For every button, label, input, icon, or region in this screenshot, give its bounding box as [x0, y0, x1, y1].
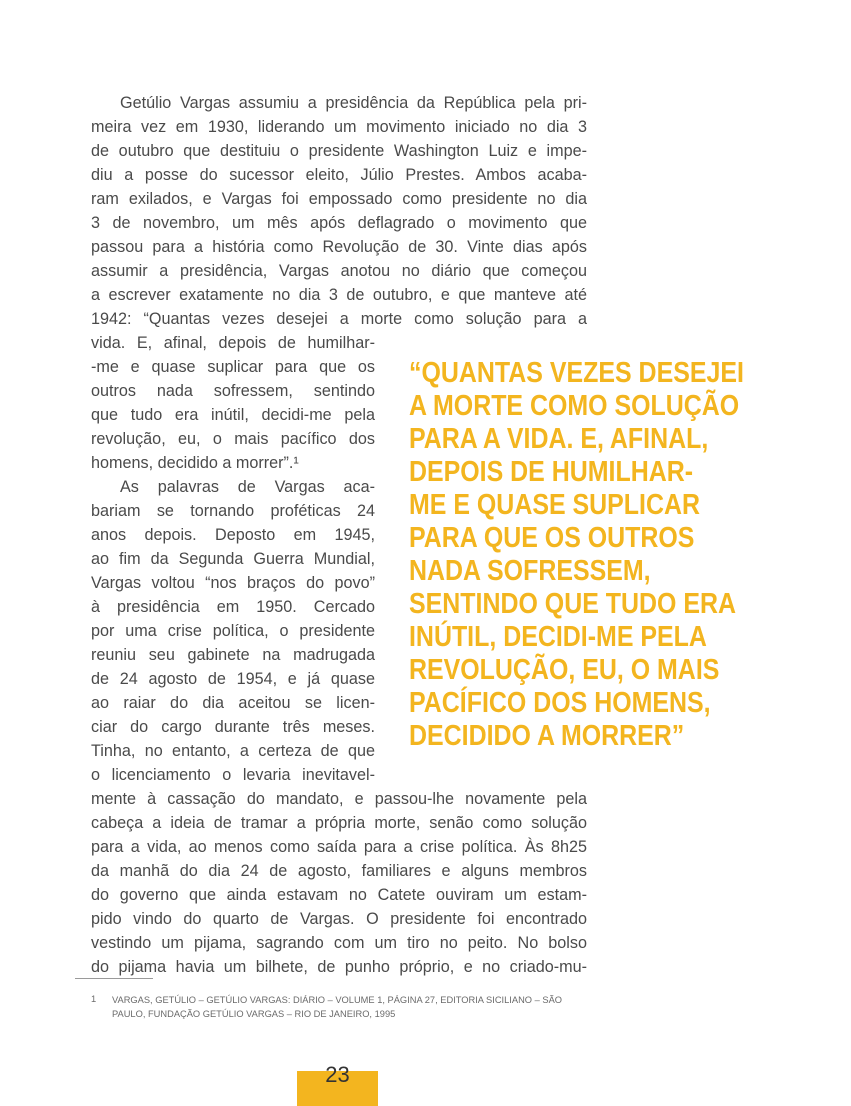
paragraph-line: bariam se tornando proféticas 24 [91, 502, 375, 520]
paragraph-line: As palavras de Vargas aca- [120, 478, 375, 496]
paragraph-line: -me e quase suplicar para que os [91, 358, 375, 376]
paragraph-line: ciar do cargo durante três meses. [91, 718, 375, 736]
footnote-text: VARGAS, GETÚLIO – GETÚLIO VARGAS: DIÁRIO – VOLUME 1, PÁGINA 27, EDITORIA SICILIANO – SÃO [112, 995, 562, 1005]
paragraph-line: passou para a história como Revolução de 30. Vinte dias após [91, 238, 587, 256]
paragraph-line: Getúlio Vargas assumiu a presidência da República pela pri- [120, 94, 587, 112]
paragraph-line: anos depois. Deposto em 1945, [91, 526, 375, 544]
paragraph-line: o licenciamento o levaria inevitavel- [91, 766, 375, 784]
footnote-divider [75, 978, 153, 979]
paragraph-line: Vargas voltou “nos braços do povo” [91, 574, 375, 592]
pull-quote-line: DEPOIS DE HUMILHAR- [409, 456, 694, 488]
pull-quote-line: NADA SOFRESSEM, [409, 555, 651, 587]
paragraph-line: do pijama havia um bilhete, de punho próprio, e no criado-mu- [91, 958, 587, 976]
paragraph-line: diu a posse do sucessor eleito, Júlio Prestes. Ambos acaba- [91, 166, 587, 184]
paragraph-line: assumir a presidência, Vargas anotou no diário que começou [91, 262, 587, 280]
paragraph-line: a escrever exatamente no dia 3 de outubro, e que manteve até [91, 286, 587, 304]
paragraph-line: do governo que ainda estavam no Catete ouviram um estam- [91, 886, 587, 904]
pull-quote-line: SENTINDO QUE TUDO ERA [409, 588, 737, 620]
paragraph-line: por uma crise política, o presidente [91, 622, 375, 640]
paragraph-line: de outubro que destituiu o presidente Washington Luiz e impe- [91, 142, 587, 160]
pull-quote [409, 357, 744, 753]
paragraph-line: 3 de novembro, um mês após deflagrado o movimento que [91, 214, 587, 232]
paragraph-line: reuniu seu gabinete na madrugada [91, 646, 375, 664]
paragraph-line: ao fim da Segunda Guerra Mundial, [91, 550, 375, 568]
pull-quote-line: INÚTIL, DECIDI-ME PELA [409, 621, 707, 653]
pull-quote-line: PARA QUE OS OUTROS [409, 522, 695, 554]
paragraph-line: meira vez em 1930, liderando um movimento iniciado no dia 3 [91, 118, 587, 136]
paragraph-line: vestindo um pijama, sagrando com um tiro no peito. No bolso [91, 934, 587, 952]
pull-quote-line: “QUANTAS VEZES DESEJEI [409, 357, 744, 389]
page-number-tab [297, 1062, 378, 1106]
paragraph-line: da manhã do dia 24 de agosto, familiares e alguns membros [91, 862, 587, 880]
paragraph-line: outros nada sofressem, sentindo [91, 382, 375, 400]
paragraph-line: mente à cassação do mandato, e passou-lhe novamente pela [91, 790, 587, 808]
page-number: 23 [325, 1062, 350, 1087]
paragraph-line: que tudo era inútil, decidi-me pela [91, 406, 375, 424]
paragraph-line: para a vida, ao menos como saída para a crise política. Às 8h25 [91, 838, 587, 856]
paragraph-line: ram exilados, e Vargas foi empossado como presidente no dia [91, 190, 587, 208]
paragraph-line: cabeça a ideia de tramar a própria morte, senão como solução [91, 814, 587, 832]
pull-quote-line: A MORTE COMO SOLUÇÃO [409, 390, 740, 422]
paragraph-line: pido vindo do quarto de Vargas. O presidente foi encontrado [91, 910, 587, 928]
paragraph-line: 1942: “Quantas vezes desejei a morte como solução para a [91, 310, 587, 328]
paragraph-line: Tinha, no entanto, a certeza de que [91, 742, 375, 760]
pull-quote-line: DECIDIDO A MORRER” [409, 720, 685, 752]
paragraph-line: à presidência em 1950. Cercado [91, 598, 375, 616]
pull-quote-line: PARA A VIDA. E, AFINAL, [409, 423, 709, 455]
paragraph-line: homens, decidido a morrer”.¹ [91, 454, 299, 472]
footnote-text: PAULO, FUNDAÇÃO GETÚLIO VARGAS – RIO DE JANEIRO, 1995 [112, 1009, 396, 1019]
paragraph-line: revolução, eu, o mais pacífico dos [91, 430, 375, 448]
paragraph-line: ao raiar do dia aceitou se licen- [91, 694, 375, 712]
pull-quote-line: REVOLUÇÃO, EU, O MAIS [409, 654, 720, 686]
paragraph-line: de 24 agosto de 1954, e já quase [91, 670, 375, 688]
paragraph-line: vida. E, afinal, depois de humilhar- [91, 334, 375, 352]
pull-quote-line: PACÍFICO DOS HOMENS, [409, 687, 711, 719]
pull-quote-line: ME E QUASE SUPLICAR [409, 489, 701, 521]
footnote-number: 1 [91, 994, 97, 1004]
